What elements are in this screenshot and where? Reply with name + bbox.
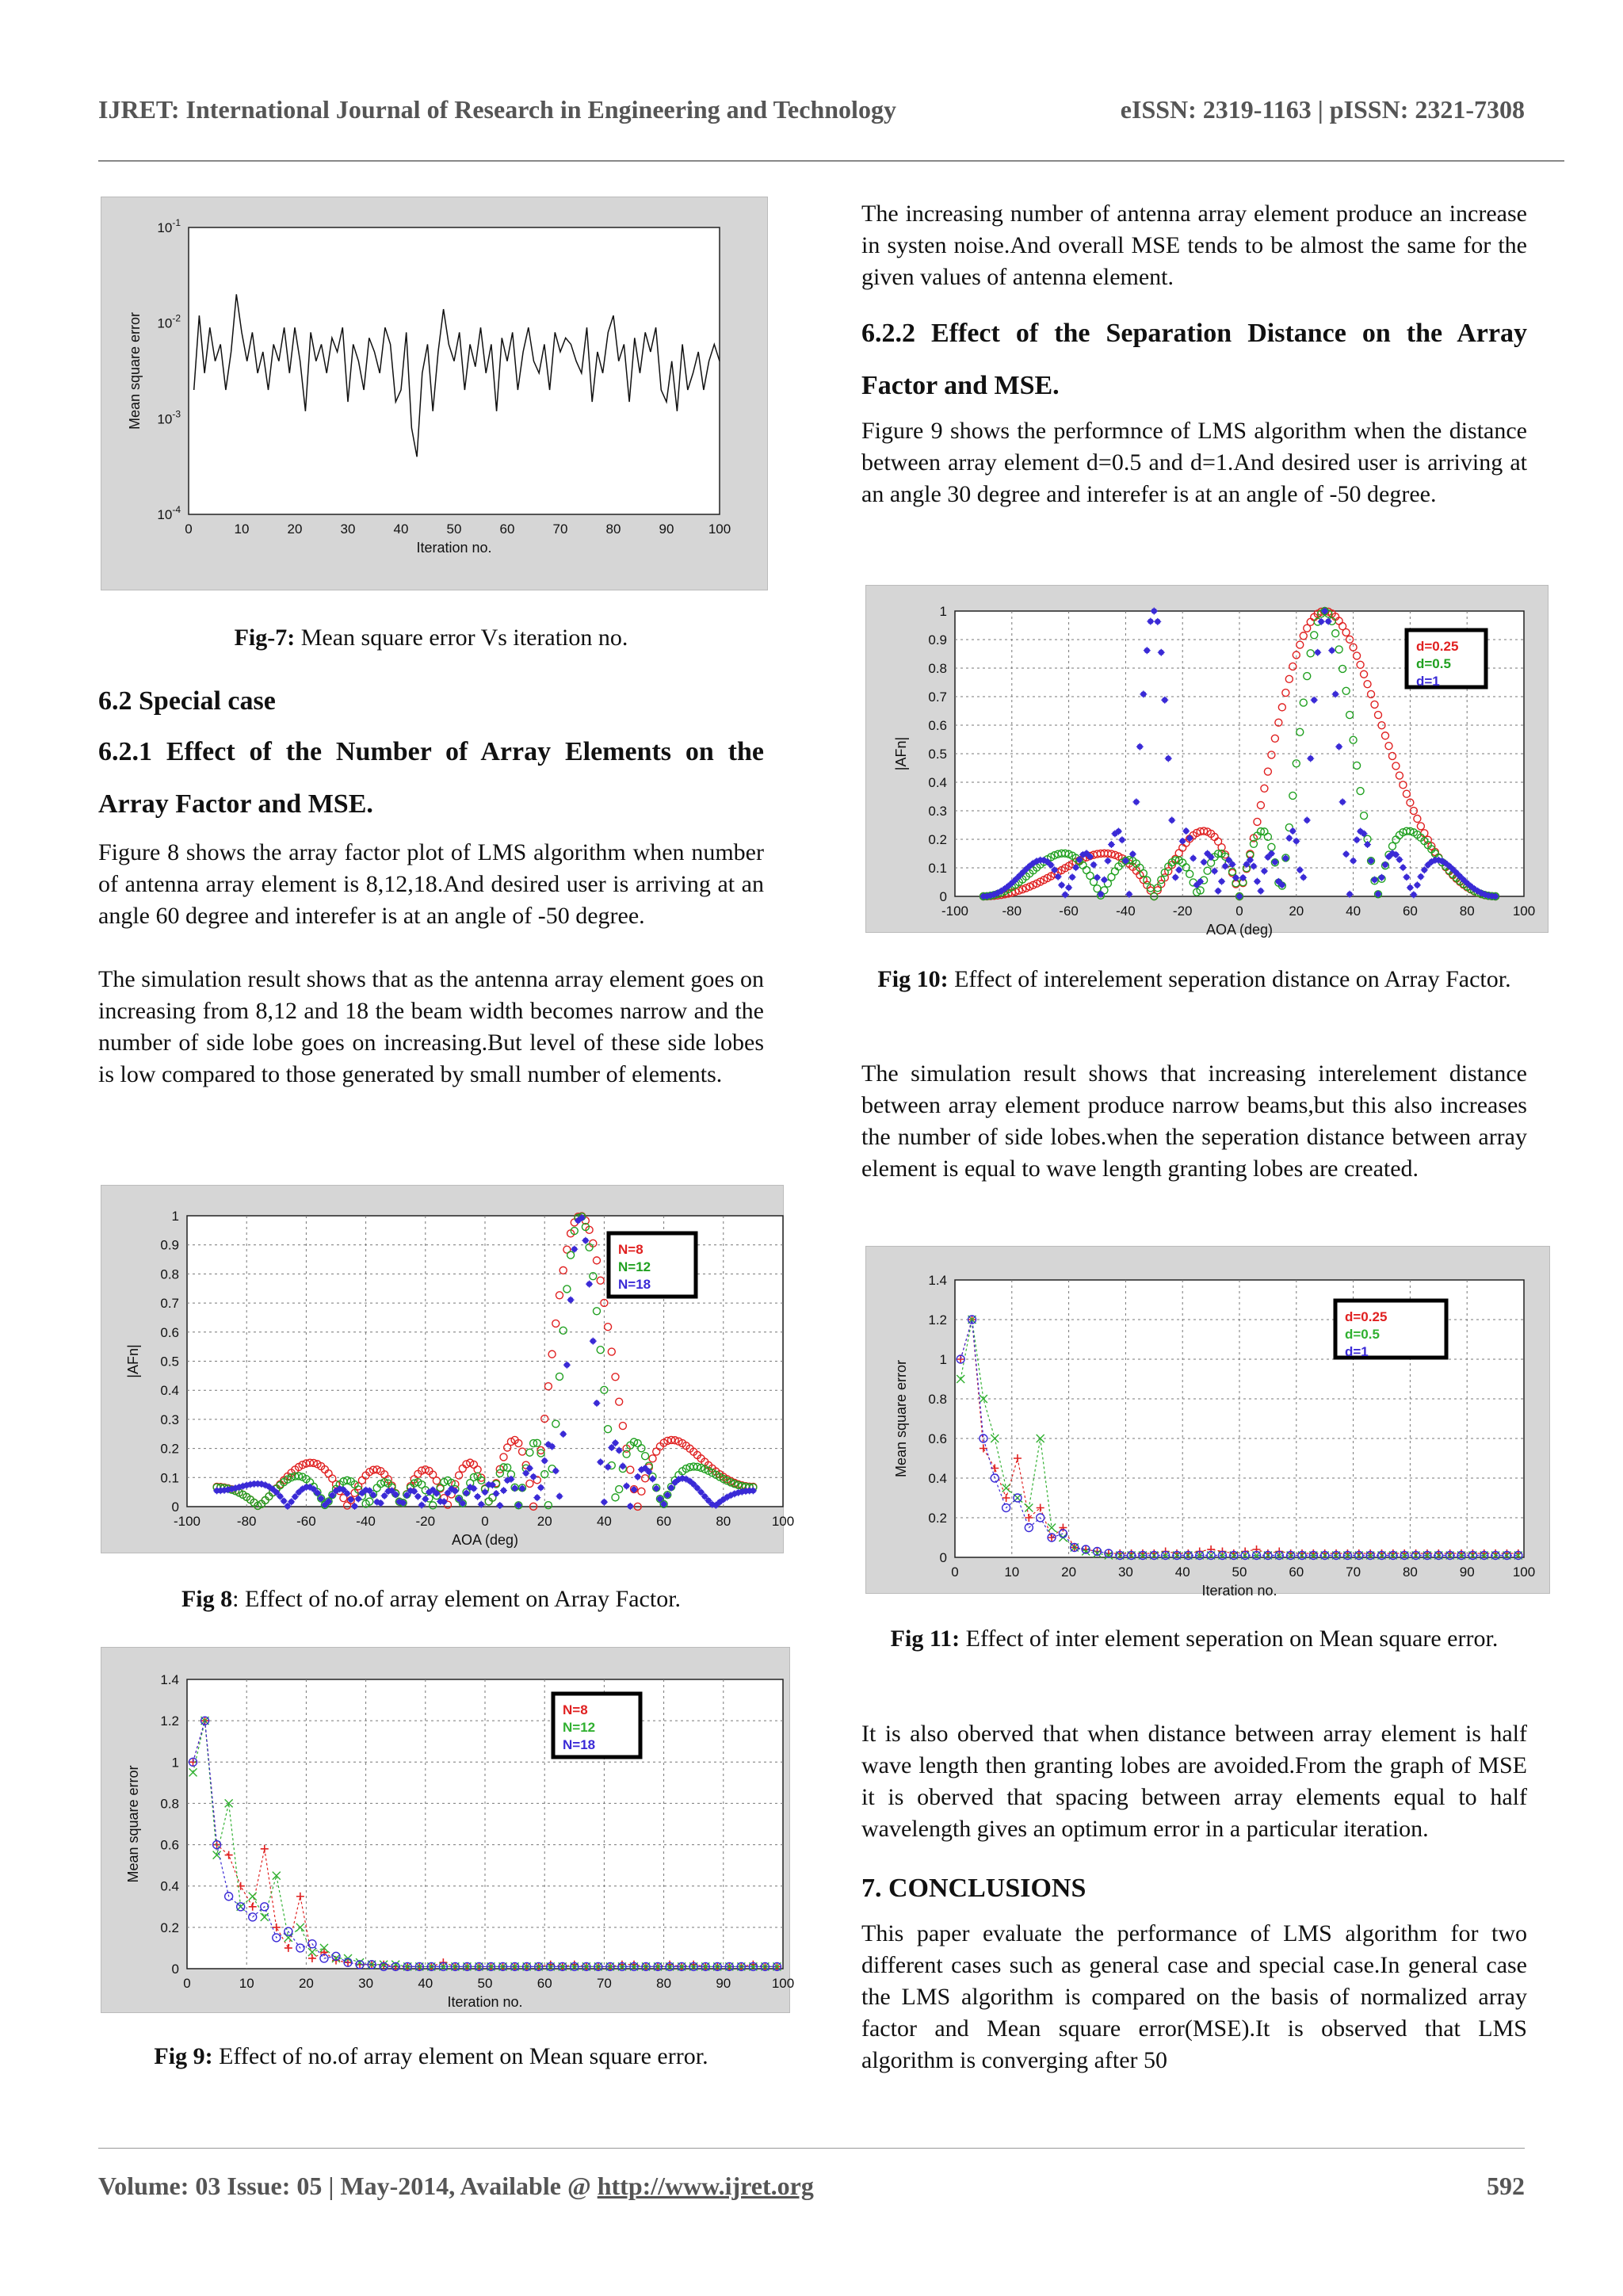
legend-entry: N=18 [563,1737,596,1752]
right-column-mid-text [861,1058,1527,1185]
y-tick-label: 0.4 [160,1383,179,1399]
y-tick-label: 0.7 [160,1296,179,1312]
journal-link[interactable]: http://www.ijret.org [597,2172,814,2200]
paragraph-fig8-result: The simulation result shows that as the antenna array element goes on increasing from 8,12 and 18 the beam width becomes narrow and the number of side lobe goes on increasing.But level of these side lobes is low compared to those generated by small number of elements. [98,966,764,1087]
y-tick-label: $10^{-2}$ [157,312,181,331]
legend-entry: N=8 [563,1702,588,1717]
x-tick-label: 10 [234,521,250,537]
legend [1407,630,1486,689]
y-axis-label: Mean square error [893,1359,909,1478]
x-tick-label: -40 [356,1514,376,1529]
x-tick-label: 30 [340,521,356,537]
x-tick-label: -100 [173,1514,201,1529]
x-tick-label: 100 [771,1514,795,1529]
y-tick-label: 0.7 [928,690,947,705]
x-tick-label: 100 [708,521,731,537]
y-tick-label: 0.9 [160,1237,179,1253]
legend-entry: N=12 [618,1259,651,1274]
x-tick-label: 50 [1232,1564,1247,1580]
y-tick-label: 1 [171,1755,179,1771]
x-tick-label: -100 [941,904,969,919]
legend [609,1233,696,1297]
y-tick-label: 1.2 [928,1312,947,1328]
footer-rule [98,2148,1525,2149]
x-tick-label: 20 [287,521,303,537]
fig7-chart [101,197,768,590]
x-tick-label: -20 [415,1514,436,1529]
x-tick-label: 40 [393,521,409,537]
y-tick-label: 0.4 [160,1878,179,1894]
x-tick-label: 90 [1459,1564,1475,1580]
x-tick-label: 30 [1117,1564,1133,1580]
x-tick-label: 50 [477,1976,493,1991]
x-axis-label: Iteration no. [416,540,492,556]
x-tick-label: 10 [239,1976,254,1991]
x-axis-label: AOA (deg) [1205,922,1274,938]
x-tick-label: 0 [183,1976,191,1991]
x-tick-label: 40 [1174,1564,1190,1580]
x-tick-label: 80 [656,1976,672,1991]
x-tick-label: -80 [1002,904,1022,919]
x-tick-label: 40 [418,1976,433,1991]
y-tick-label: 0.5 [928,747,947,762]
fig8-chart [101,1185,795,1553]
fig7-caption: Fig-7: Mean square error Vs iteration no. [234,625,628,651]
y-tick-label: 0 [939,1550,947,1565]
fig11-caption: Fig 11: Effect of inter element seperation on Mean square error. [890,1626,1499,1652]
fig11-chart [865,1246,1550,1599]
paragraph-conclusions: This paper evaluate the performance of LMS algorithm for two different cases such as general case and special case.In general case the LMS algorithm is compared on the basis of normalized array factor and Mean square error(MSE).It is observed that LMS algorithm is converging after 50 [861,1920,1527,2073]
volume-info: Volume: 03 Issue: 05 | May-2014, Available @ [98,2172,598,2200]
y-tick-label: 0.8 [928,661,947,676]
y-tick-label: 0 [171,1499,179,1515]
y-tick-label: 0 [171,1962,179,1977]
legend-entry: N=18 [618,1277,651,1292]
fig9-chart [101,1647,795,2013]
x-tick-label: 0 [951,1564,959,1580]
section-6-2-1-heading: 6.2.1 Effect of the Number of Array Elements on the Array Factor and MSE. [98,737,764,819]
x-tick-label: -60 [296,1514,316,1529]
legend [553,1694,640,1757]
y-tick-label: $10^{-4}$ [157,504,181,522]
y-tick-label: 0.8 [160,1796,179,1812]
x-tick-label: 20 [1289,904,1304,919]
x-tick-label: 80 [716,1514,731,1529]
x-tick-label: 50 [446,521,462,537]
y-axis-label: Mean square error [127,311,143,430]
y-tick-label: 0.9 [928,632,947,648]
x-axis-label: AOA (deg) [451,1532,519,1548]
y-tick-label: 0.6 [160,1324,179,1340]
y-tick-label: 0.2 [160,1920,179,1935]
y-tick-label: 0.1 [928,861,947,876]
section-6-2-heading: 6.2 Special case [98,686,276,716]
y-axis-label: |AFn| [893,736,909,771]
y-tick-label: 0.4 [928,1471,947,1486]
y-tick-label: $10^{-1}$ [157,217,181,235]
y-tick-label: 0.8 [160,1266,179,1282]
x-tick-label: 80 [1402,1564,1418,1580]
y-tick-label: 0.8 [928,1392,947,1407]
legend-entry: N=12 [563,1720,596,1735]
y-axis-label: |AFn| [125,1344,141,1378]
x-tick-label: 100 [1512,1564,1536,1580]
x-tick-label: -60 [1059,904,1079,919]
x-tick-label: 30 [358,1976,374,1991]
running-header [98,95,1525,124]
right-column-top-text [861,198,1527,510]
x-tick-label: 90 [659,521,674,537]
x-tick-label: 80 [605,521,621,537]
x-tick-label: 100 [1512,904,1536,919]
left-column-text [98,682,764,1091]
journal-title: IJRET: International Journal of Research in Engineering and Technology [98,95,896,124]
y-tick-label: 0.4 [928,775,947,790]
y-tick-label: 1.2 [160,1713,179,1729]
x-axis-label: Iteration no. [1201,1583,1277,1599]
y-tick-label: 0.6 [928,718,947,733]
x-tick-label: 10 [1004,1564,1020,1580]
issn: eISSN: 2319-1163 | pISSN: 2321-7308 [1120,95,1525,124]
y-tick-label: 0.3 [928,804,947,819]
section-6-2-2-heading: 6.2.2 Effect of the Separation Distance on the Array Factor and MSE. [861,319,1527,400]
right-column-bottom-text [861,1718,1527,2076]
legend-entry: d=0.5 [1345,1327,1380,1342]
x-tick-label: 60 [1402,904,1418,919]
page-number: 592 [1487,2172,1525,2200]
y-tick-label: 1 [171,1209,179,1224]
y-tick-label: $10^{-3}$ [157,408,181,427]
legend-entry: d=0.25 [1345,1309,1388,1324]
y-tick-label: 0 [939,889,947,904]
legend-entry: d=1 [1345,1344,1369,1359]
y-tick-label: 0.2 [160,1441,179,1457]
x-tick-label: -20 [1172,904,1193,919]
y-tick-label: 0.3 [160,1412,179,1427]
x-tick-label: 60 [499,521,515,537]
x-tick-label: -80 [236,1514,257,1529]
x-axis-label: Iteration no. [447,1994,523,2010]
x-tick-label: 0 [481,1514,489,1529]
y-tick-label: 1.4 [928,1273,947,1288]
y-tick-label: 0.2 [928,1511,947,1526]
x-tick-label: 80 [1459,904,1475,919]
x-tick-label: 60 [1289,1564,1304,1580]
legend [1335,1301,1446,1359]
paragraph-fig10-intro: Figure 9 shows the performnce of LMS algorithm when the distance between array element d=0.5 and d=1.And desired user is arriving at an angle 30 degree and interefer is at an angle of -50 degree. [861,418,1527,507]
y-tick-label: 1.4 [160,1672,179,1687]
paragraph-noise: The increasing number of antenna array element produce an increase in systen noise.And overall MSE tends to be almost the same for the given values of antenna element. [861,201,1527,290]
legend-entry: d=0.25 [1416,639,1459,654]
paragraph-fig10-result: The simulation result shows that increasing interelement distance between array element produce narrow beams,but this also increases the number of side lobes.when the seperation distance between array element is equal to wave length granting lobes are created. [861,1060,1527,1182]
x-tick-label: 60 [656,1514,672,1529]
fig8-caption: Fig 8: Effect of no.of array element on Array Factor. [181,1586,682,1612]
y-tick-label: 0.2 [928,832,947,847]
legend-entry: N=8 [618,1242,643,1257]
x-tick-label: 40 [596,1514,612,1529]
x-tick-label: 20 [537,1514,552,1529]
x-tick-label: 40 [1346,904,1361,919]
paragraph-fig8-intro: Figure 8 shows the array factor plot of LMS algorithm when number of antenna array element is 8,12,18.And desired user is arriving at an angle 60 degree and interefer is at an angle of -50 degree. [98,839,764,929]
fig9-caption: Fig 9: Effect of no.of array element on Mean square error. [154,2043,708,2069]
x-tick-label: 100 [771,1976,795,1991]
paragraph-half-wavelength: It is also oberved that when distance between array element is half wave length then granting lobes are avoided.From the graph of MSE it is oberved that spacing between array elements equal to half wavelength gives an optimum error in a particular iteration. [861,1721,1527,1842]
x-tick-label: -40 [1116,904,1136,919]
x-tick-label: 60 [537,1976,552,1991]
y-tick-label: 0.1 [160,1470,179,1486]
x-tick-label: 70 [596,1976,612,1991]
fig10-caption: Fig 10: Effect of interelement seperation distance on Array Factor. [877,966,1511,992]
running-footer [98,2172,1525,2201]
x-tick-label: 20 [1061,1564,1077,1580]
x-tick-label: 0 [1235,904,1243,919]
x-tick-label: 70 [1346,1564,1361,1580]
x-tick-label: 90 [716,1976,731,1991]
section-7-heading: 7. CONCLUSIONS [861,1874,1086,1903]
y-tick-label: 1 [939,604,947,619]
legend-entry: d=1 [1416,674,1440,689]
x-tick-label: 70 [552,521,568,537]
y-tick-label: 0.6 [928,1431,947,1446]
x-tick-label: 20 [298,1976,314,1991]
fig10-chart [865,585,1549,938]
y-axis-label: Mean square error [125,1765,141,1883]
header-rule [98,160,1564,162]
x-tick-label: 0 [185,521,193,537]
legend-entry: d=0.5 [1416,656,1451,671]
y-tick-label: 0.6 [160,1837,179,1853]
y-tick-label: 0.5 [160,1354,179,1370]
y-tick-label: 1 [939,1352,947,1367]
